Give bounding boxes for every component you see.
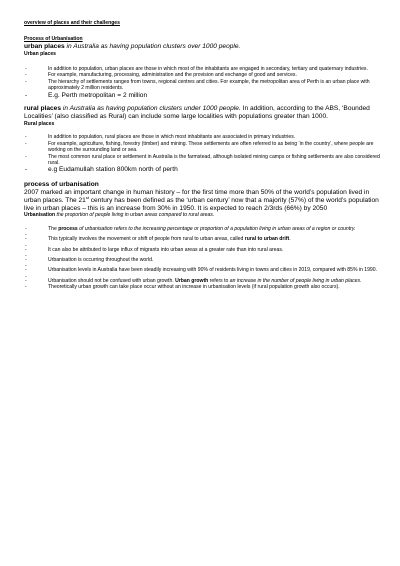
list-item: - For example, manufacturing, processing, administration and the provision and exchange of good and services.	[24, 72, 384, 78]
urban-places-subheading: Urban places	[24, 50, 56, 57]
list-item: - The hierarchy of settlements ranges from towns, regional centres and cities. For example, the metropolitan area of Perth is an urban place with approximately 2 million residents.	[24, 79, 384, 92]
list-item-bold: process	[58, 225, 78, 232]
urbanisation-definition-text: the proportion of people living in urban areas compared to rural areas.	[55, 212, 215, 219]
list-item-text: .	[289, 236, 291, 243]
list-item-bold: Urban growth	[175, 277, 209, 284]
list-item: - In addition to population, rural places are those in which most inhabitants are associated in primary industries.	[24, 134, 384, 140]
list-item-text: This typically involves the movement or shift of people from rural to urban areas, called	[48, 236, 245, 243]
rural-places-subheading: Rural places	[24, 121, 55, 128]
list-item: - It can also be attributed to large influx of migrants into urban areas at a greater rate than into rural areas.	[24, 247, 384, 253]
rural-definition	[24, 105, 384, 121]
list-item: - The most common rural place or settlement in Australia is the farmstead, although isolated mining camps or fishing settlements are also considered rural.	[24, 154, 384, 167]
urbanisation-list	[24, 226, 384, 291]
urbanisation-definition-term: Urbanisation	[24, 212, 56, 219]
process-paragraph-superscript: st	[85, 194, 89, 200]
list-item: - In addition to population, urban places are those in which most of the inhabitants are engaged in secondary, tertiary and quaternary industries.	[24, 66, 384, 72]
list-item-italic: of urbanisation refers to the increasing percentage or proportion of a population living in urban areas of a region or country.	[77, 225, 356, 232]
page-title: overview of places and their challenges	[24, 20, 120, 26]
list-item: - Theoretically urban growth can take place occur without an increase in urbanisation levels (if rural population growth also occurs).	[24, 284, 384, 290]
process-paragraph-start: 2007 marked an important change in human history – for the first time more than 50% of the world’s population lived in urban places. The 21	[24, 189, 370, 204]
process-heading: process of urbanisation	[24, 181, 99, 189]
list-item: - For example, agriculture, fishing, forestry (timber) and mining. These settlements are often referred to as being ‘in the country’, where people are working on the surrounding land or sea.	[24, 141, 384, 154]
process-paragraph	[24, 189, 384, 212]
urban-places-list	[24, 66, 384, 99]
list-item: - Urbanisation levels in Australia have been steadily increasing with 90% of residents living in towns and cities in 2019, compared with 85% in 1990.	[24, 267, 384, 273]
urban-definition	[24, 43, 384, 51]
list-item-text: Urbanisation should not be confused with urban growth.	[48, 277, 176, 284]
list-item-text: refers to	[208, 277, 230, 284]
list-item-italic: an increase in the number of people living in urban places.	[229, 277, 362, 284]
list-item: - E.g. Perth metropolitan = 2 million	[24, 92, 384, 100]
list-item-bold: rural to urban drift	[244, 236, 290, 243]
list-item-text: The	[48, 225, 59, 232]
rural-definition-text: in Australia as having population clusters under 1000 people.	[61, 105, 241, 113]
list-item: - e.g Eudamullah station 800km north of perth	[24, 166, 384, 174]
urban-definition-term: urban places	[24, 42, 65, 50]
rural-definition-term: rural places	[24, 105, 62, 113]
rural-definition-extra: In addition, according to the ABS, ‘Bounded Localities’ (also classified as Rural) can include some large localities with populations greater than 1000.	[24, 105, 370, 121]
rural-places-list	[24, 134, 384, 174]
document-body	[24, 20, 384, 291]
list-item: - Urbanisation is occurring throughout the world.	[24, 257, 384, 263]
section-heading-urbanisation: Process of Urbanisation	[24, 36, 83, 43]
process-paragraph-end: century has been defined as the ‘urban century’ now that a majority (57%) of the world’s population live in urban places – this is an increase from 30% in 1950. It is expected to reach 2/3rds (66%) by 2050	[24, 196, 379, 212]
urban-definition-text: in Australia as having population clusters over 1000 people.	[64, 42, 241, 50]
